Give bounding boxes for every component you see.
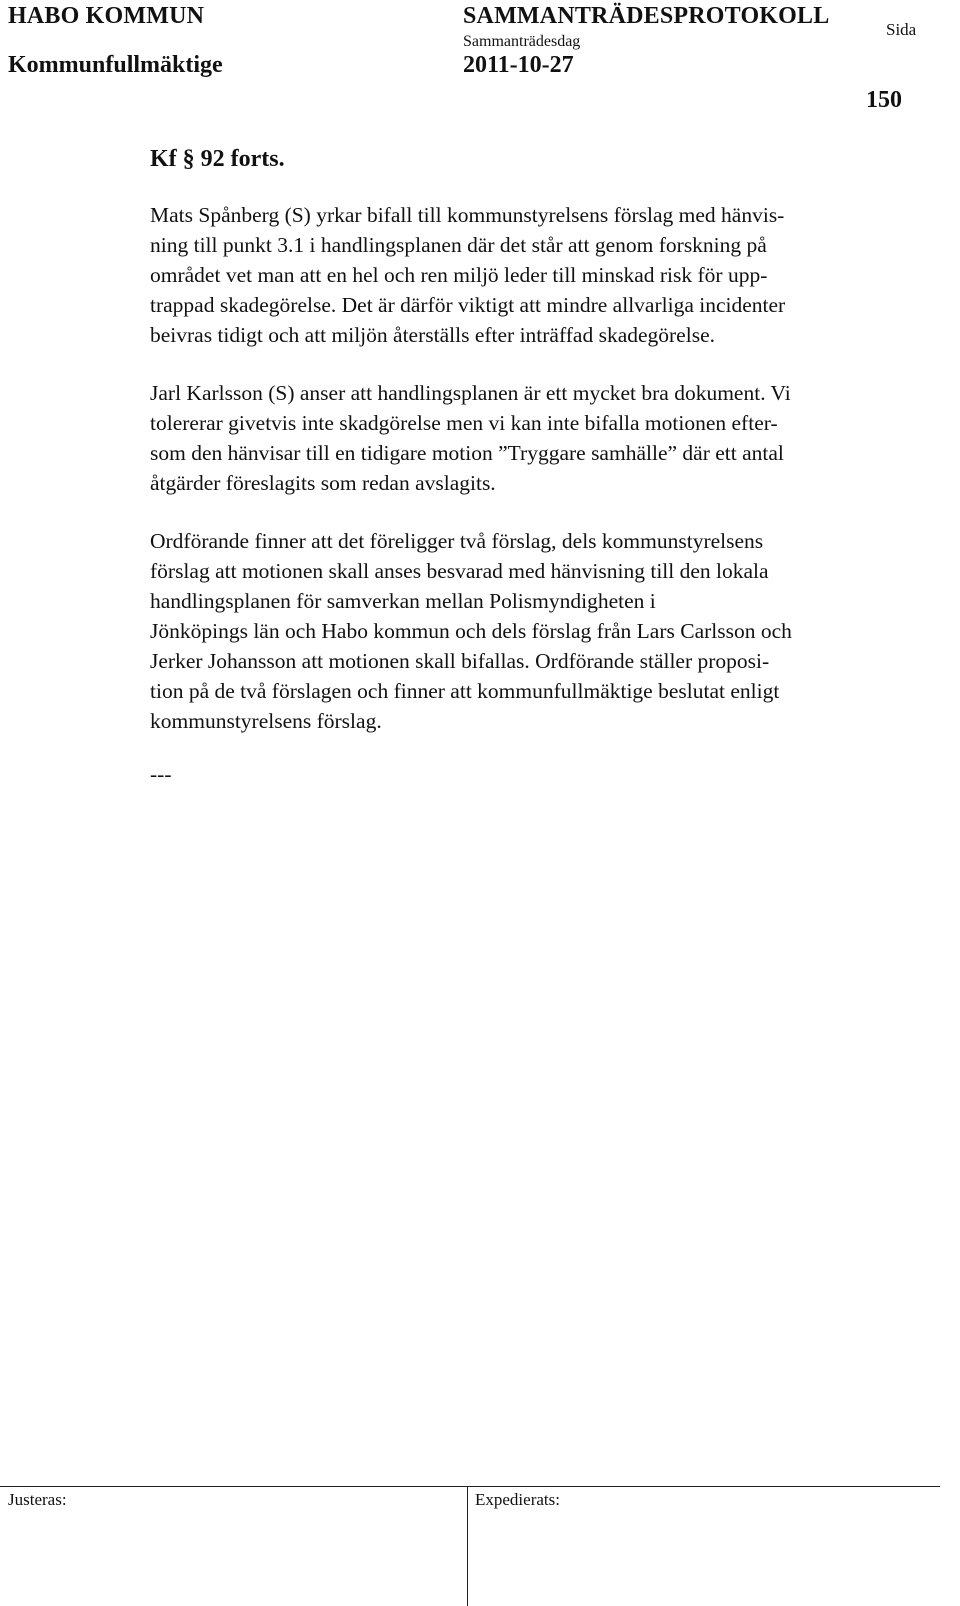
organization-name: HABO KOMMUN <box>8 3 205 29</box>
paragraph-ordforande <box>150 526 792 736</box>
document-title: SAMMANTRÄDESPROTOKOLL <box>463 3 830 29</box>
paragraph-line: trappad skadegörelse. Det är därför viktigt att mindre allvarliga incidenter <box>150 293 786 317</box>
footer-column-divider <box>467 1486 468 1606</box>
page-label: Sida <box>886 20 917 39</box>
committee-name: Kommunfullmäktige <box>8 52 223 78</box>
paragraph-line: Jarl Karlsson (S) anser att handlingsplanen är ett mycket bra dokument. Vi <box>150 381 791 405</box>
paragraph-spanberg <box>150 200 785 350</box>
paragraph-line: Mats Spånberg (S) yrkar bifall till kommunstyrelsens förslag med hänvis- <box>150 203 785 227</box>
paragraph-line: Jönköpings län och Habo kommun och dels förslag från Lars Carlsson och <box>150 619 792 643</box>
paragraph-line: handlingsplanen för samverkan mellan Polismyndigheten i <box>150 589 656 613</box>
footer-rule <box>0 1486 940 1487</box>
expedierats-label: Expedierats: <box>475 1490 560 1509</box>
paragraph-line: kommunstyrelsens förslag. <box>150 709 382 733</box>
paragraph-karlsson <box>150 378 791 498</box>
section-end-mark: --- <box>150 762 172 786</box>
paragraph-line: åtgärder föreslagits som redan avslagits. <box>150 471 496 495</box>
paragraph-line: tion på de två förslagen och finner att kommunfullmäktige beslutat enligt <box>150 679 780 703</box>
paragraph-line: tolererar givetvis inte skadgörelse men vi kan inte bifalla motionen efter- <box>150 411 778 435</box>
paragraph-line: beivras tidigt och att miljön återställs efter inträffad skadegörelse. <box>150 323 715 347</box>
paragraph-line: Ordförande finner att det föreligger två förslag, dels kommunstyrelsens <box>150 529 764 553</box>
page-number: 150 <box>866 87 902 113</box>
meeting-date-label: Sammanträdesdag <box>463 33 581 50</box>
paragraph-line: området vet man att en hel och ren miljö leder till minskad risk för upp- <box>150 263 768 287</box>
section-heading: Kf § 92 forts. <box>150 146 285 172</box>
paragraph-line: som den hänvisar till en tidigare motion ”Tryggare samhälle” där ett antal <box>150 441 784 465</box>
paragraph-line: ning till punkt 3.1 i handlingsplanen där det står att genom forskning på <box>150 233 767 257</box>
meeting-date: 2011-10-27 <box>463 52 574 78</box>
paragraph-line: förslag att motionen skall anses besvarad med hänvisning till den lokala <box>150 559 769 583</box>
justeras-label: Justeras: <box>8 1490 67 1509</box>
paragraph-line: Jerker Johansson att motionen skall bifallas. Ordförande ställer proposi- <box>150 649 770 673</box>
